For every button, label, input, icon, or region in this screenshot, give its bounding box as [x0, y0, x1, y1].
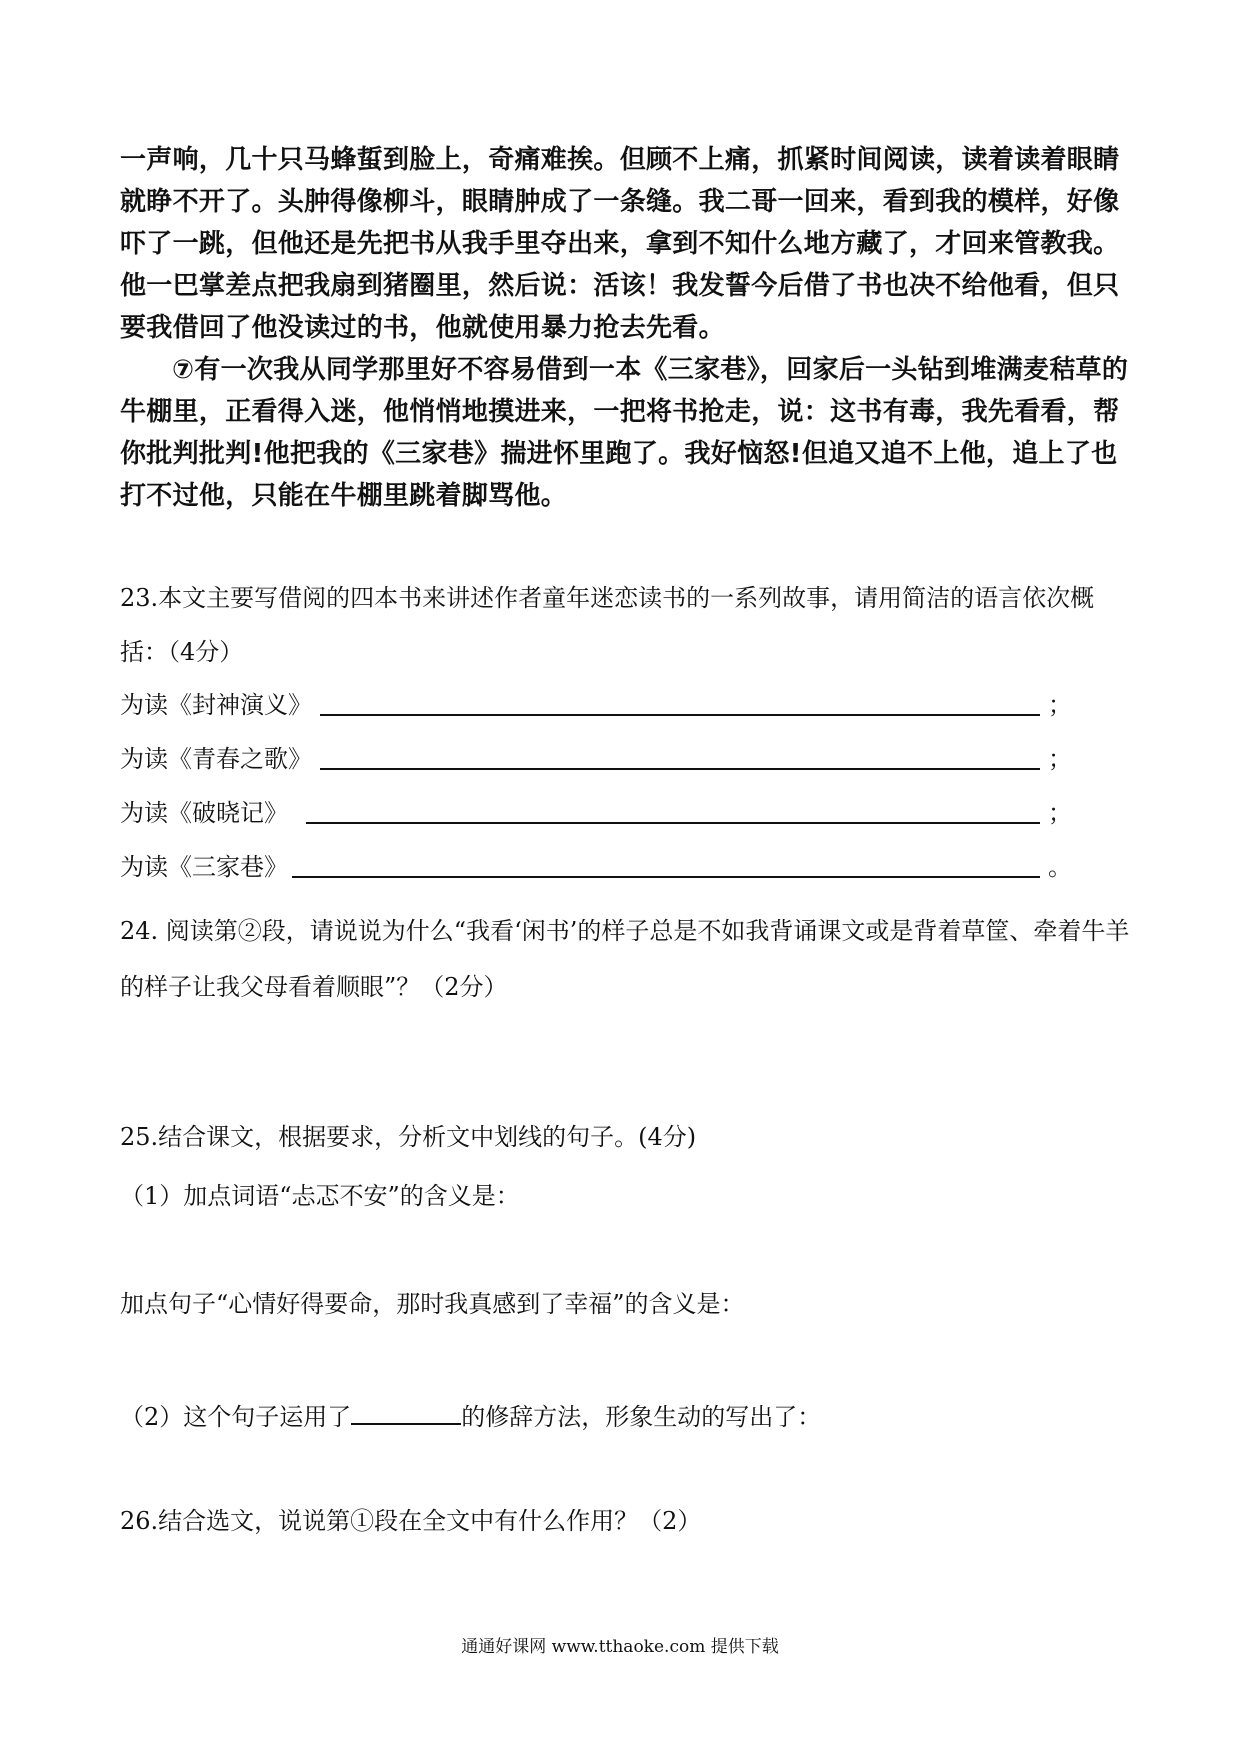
q23-blank-4[interactable] — [292, 876, 1040, 878]
q25-sub1b-prompt: 加点句子“心情好得要命，那时我真感到了幸福”的含义是： — [120, 1290, 745, 1318]
q23-label-1: 为读《封神演义》 — [120, 691, 312, 719]
q25-sub1-prompt: （1）加点词语“忐忑不安”的含义是： — [120, 1182, 520, 1210]
q23-answer-row-2 — [120, 739, 1080, 773]
q23-blank-3[interactable] — [306, 822, 1040, 824]
question-23-stem: 23.本文主要写借阅的四本书来讲述作者童年迷恋读书的一系列故事，请用简洁的语言依次概括：（4分） — [120, 584, 1095, 666]
q23-blank-1[interactable] — [320, 714, 1040, 716]
q23-blank-2[interactable] — [320, 768, 1040, 770]
q23-end-4: 。 — [1048, 853, 1072, 881]
q23-end-2: ； — [1048, 745, 1072, 773]
q25-sub2-pre: （2）这个句子运用了 — [120, 1403, 352, 1431]
question-25-stem: 25.结合课文，根据要求，分析文中划线的句子。(4分) — [120, 1123, 697, 1151]
q25-sub2-prompt — [120, 1397, 1130, 1433]
q23-answer-row-3 — [120, 793, 1080, 827]
q23-end-3: ； — [1048, 799, 1072, 827]
q23-answer-row-4 — [120, 847, 1080, 881]
q23-label-2: 为读《青春之歌》 — [120, 745, 312, 773]
page-footer: 通通好课网 www.tthaoke.com 提供下载 — [461, 1637, 779, 1657]
passage-paragraph-7: ⑦有一次我从同学那里好不容易借到一本《三家巷》，回家后一头钻到堆满麦秸草的牛棚里，正看得入迷，他悄悄地摸进来，一把将书抢走，说：这书有毒，我先看看，帮你批判批判!他把我的《三家巷》揣进怀里跑了。我好恼怒!但追又追不上他，追上了也打不过他，只能在牛棚里跳着脚骂他。 — [120, 355, 1129, 511]
q25-sub2-post: 的修辞方法，形象生动的写出了： — [461, 1403, 822, 1431]
q25-rhetoric-blank[interactable] — [351, 1397, 461, 1425]
q23-label-4: 为读《三家巷》 — [120, 853, 288, 881]
question-26-stem: 26.结合选文，说说第①段在全文中有什么作用？（2） — [120, 1507, 702, 1535]
q23-end-1: ； — [1048, 691, 1072, 719]
question-24-stem: 24. 阅读第②段，请说说为什么“我看‘闲书’的样子总是不如我背诵课文或是背着草筐、牵着牛羊的样子让我父母看着顺眼”？（2分） — [120, 917, 1130, 1001]
q23-answer-row-1 — [120, 685, 1080, 719]
passage-paragraph-6: 一声响，几十只马蜂蜇到脸上，奇痛难挨。但顾不上痛，抓紧时间阅读，读着读着眼睛就睁不开了。头肿得像柳斗，眼睛肿成了一条缝。我二哥一回来，看到我的模样，好像吓了一跳，但他还是先把书从我手里夺出来，拿到不知什么地方藏了，才回来管教我。他一巴掌差点把我扇到猪圈里，然后说：活该！我发誓今后借了书也决不给他看，但只要我借回了他没读过的书，他就使用暴力抢去先看。 — [120, 145, 1120, 343]
q23-label-3: 为读《破晓记》 — [120, 799, 288, 827]
